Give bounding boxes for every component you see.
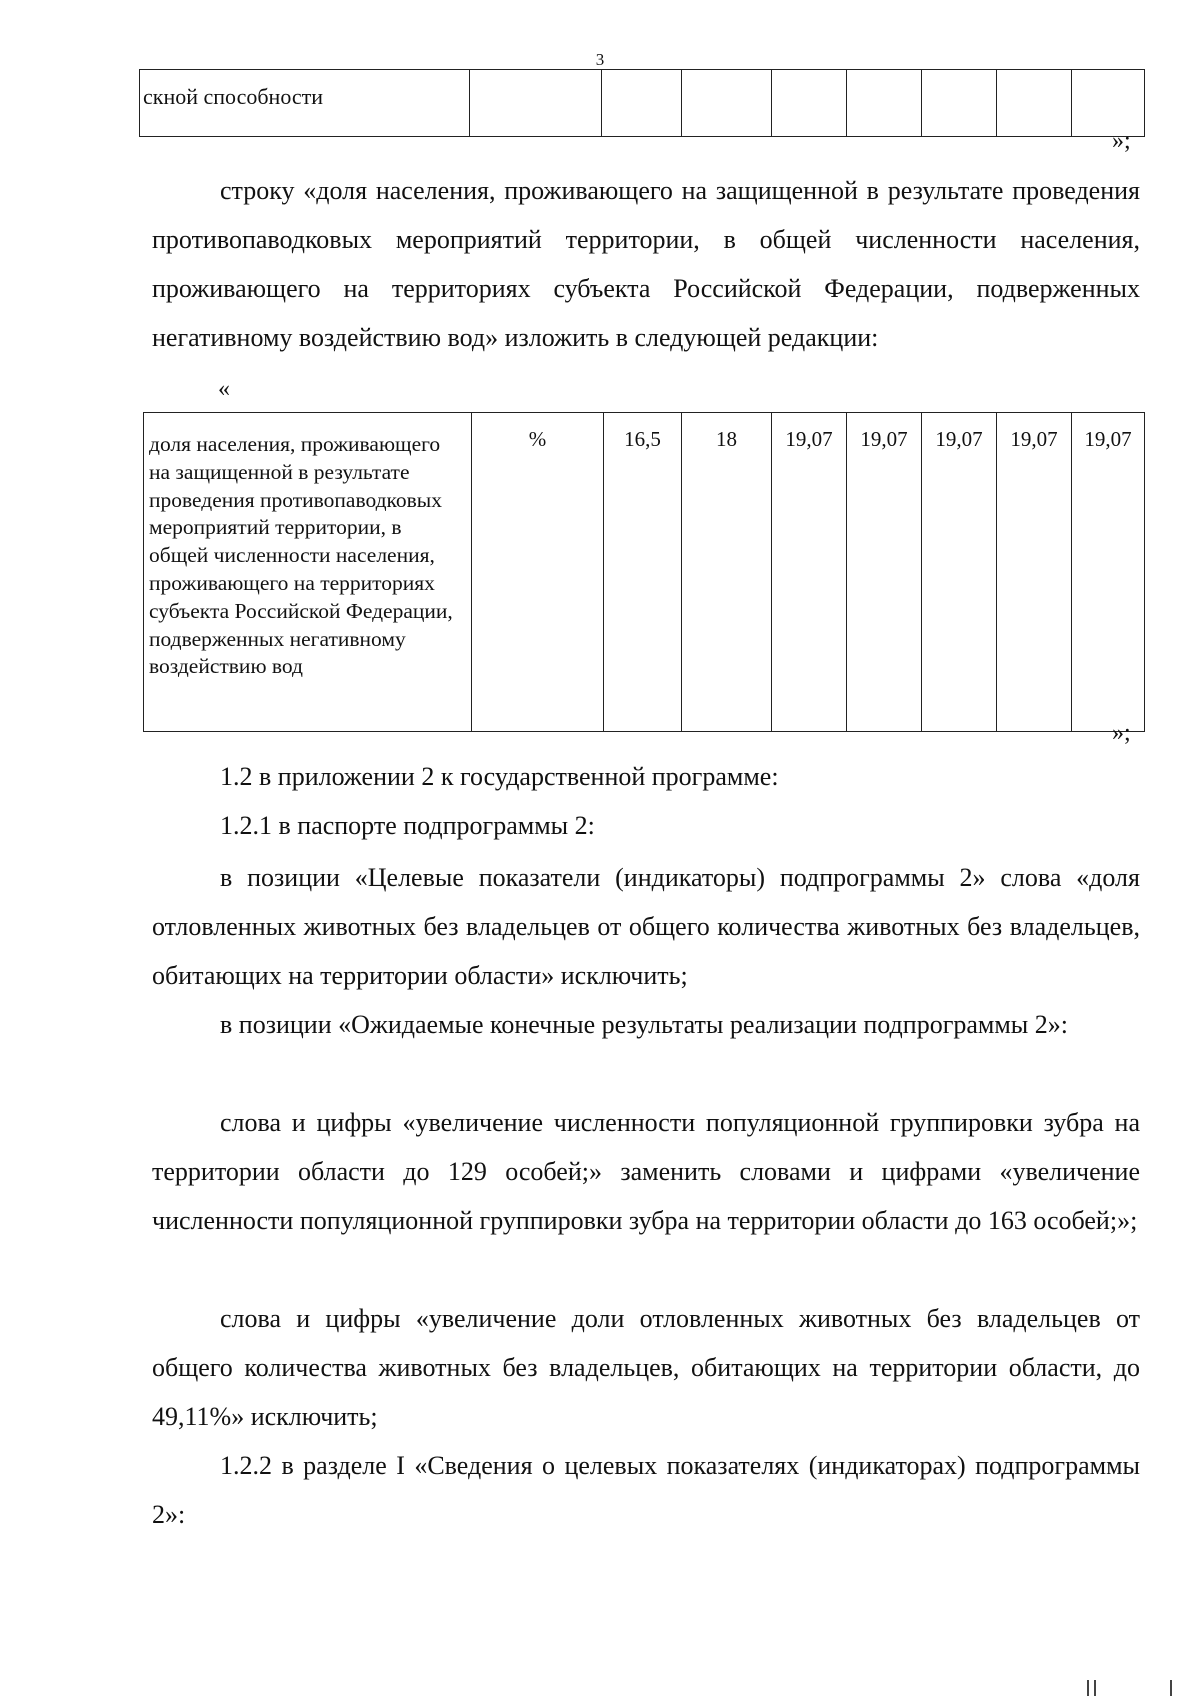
table-cell	[682, 70, 772, 137]
indicator-value: 19,07	[1072, 413, 1145, 732]
continued-table	[139, 69, 1145, 137]
item-1-2-2: 1.2.2 в разделе I «Сведения о целевых показателях (индикаторах) подпрограммы 2»:	[152, 1451, 1140, 1529]
scan-mark	[1094, 1680, 1096, 1696]
indicator-value: 19,07	[997, 413, 1072, 732]
paragraph-animals: слова и цифры «увеличение доли отловленных животных без владельцев от общего количества животных без владельцев, обитающих на территории области, до 49,11%» исключить;	[152, 1304, 1140, 1431]
item-1-2-1: 1.2.1 в паспорте подпрограммы 2:	[220, 811, 595, 840]
paragraph-targets: в позиции «Целевые показатели (индикаторы) подпрограммы 2» слова «доля отловленных животных без владельцев от общего количества животных без владельцев, обитающих на территории области» исключить;	[152, 863, 1140, 990]
indicator-table	[143, 412, 1145, 732]
table-row	[144, 413, 1145, 732]
table-cell	[1072, 70, 1145, 137]
opening-quote: «	[218, 376, 230, 402]
scan-mark	[1170, 1680, 1172, 1696]
indicator-value: 18	[682, 413, 772, 732]
indicator-value: 19,07	[847, 413, 922, 732]
table-cell	[922, 70, 997, 137]
indicator-value: 16,5	[604, 413, 682, 732]
table-cell	[847, 70, 922, 137]
indicator-value: 19,07	[772, 413, 847, 732]
table-cell-label: скной способности	[140, 70, 470, 137]
table-cell	[470, 70, 602, 137]
closing-quote: »;	[1112, 720, 1131, 746]
indicator-unit: %	[472, 413, 604, 732]
paragraph-expected-results: в позиции «Ожидаемые конечные результаты реализации подпрограммы 2»:	[220, 1010, 1068, 1039]
table-cell	[997, 70, 1072, 137]
closing-quote: »;	[1112, 128, 1131, 154]
item-1-2: 1.2 в приложении 2 к государственной программе:	[220, 762, 779, 791]
table-row	[140, 70, 1145, 137]
paragraph-bison: слова и цифры «увеличение численности популяционной группировки зубра на территории области до 129 особей;» заменить словами и цифрами «увеличение численности популяционной группировки зубра на территории области до 163 особей;»;	[152, 1108, 1140, 1235]
page-number: 3	[595, 50, 605, 69]
indicator-value: 19,07	[922, 413, 997, 732]
indicator-name: доля населения, проживающего на защищенной в результате проведения противопаводковых мероприятий территории, в общей численности населения, проживающего на территориях субъекта Российской Федерации, подверженных негативному воздействию вод	[144, 413, 472, 732]
table-cell	[602, 70, 682, 137]
paragraph-replace-row: строку «доля населения, проживающего на защищенной в результате проведения противопаводковых мероприятий территории, в общей численности населения, проживающего на территориях субъекта Российской Федерации, подверженных негативному воздействию вод» изложить в следующей редакции:	[152, 176, 1140, 352]
table-cell	[772, 70, 847, 137]
scan-mark	[1087, 1680, 1089, 1696]
